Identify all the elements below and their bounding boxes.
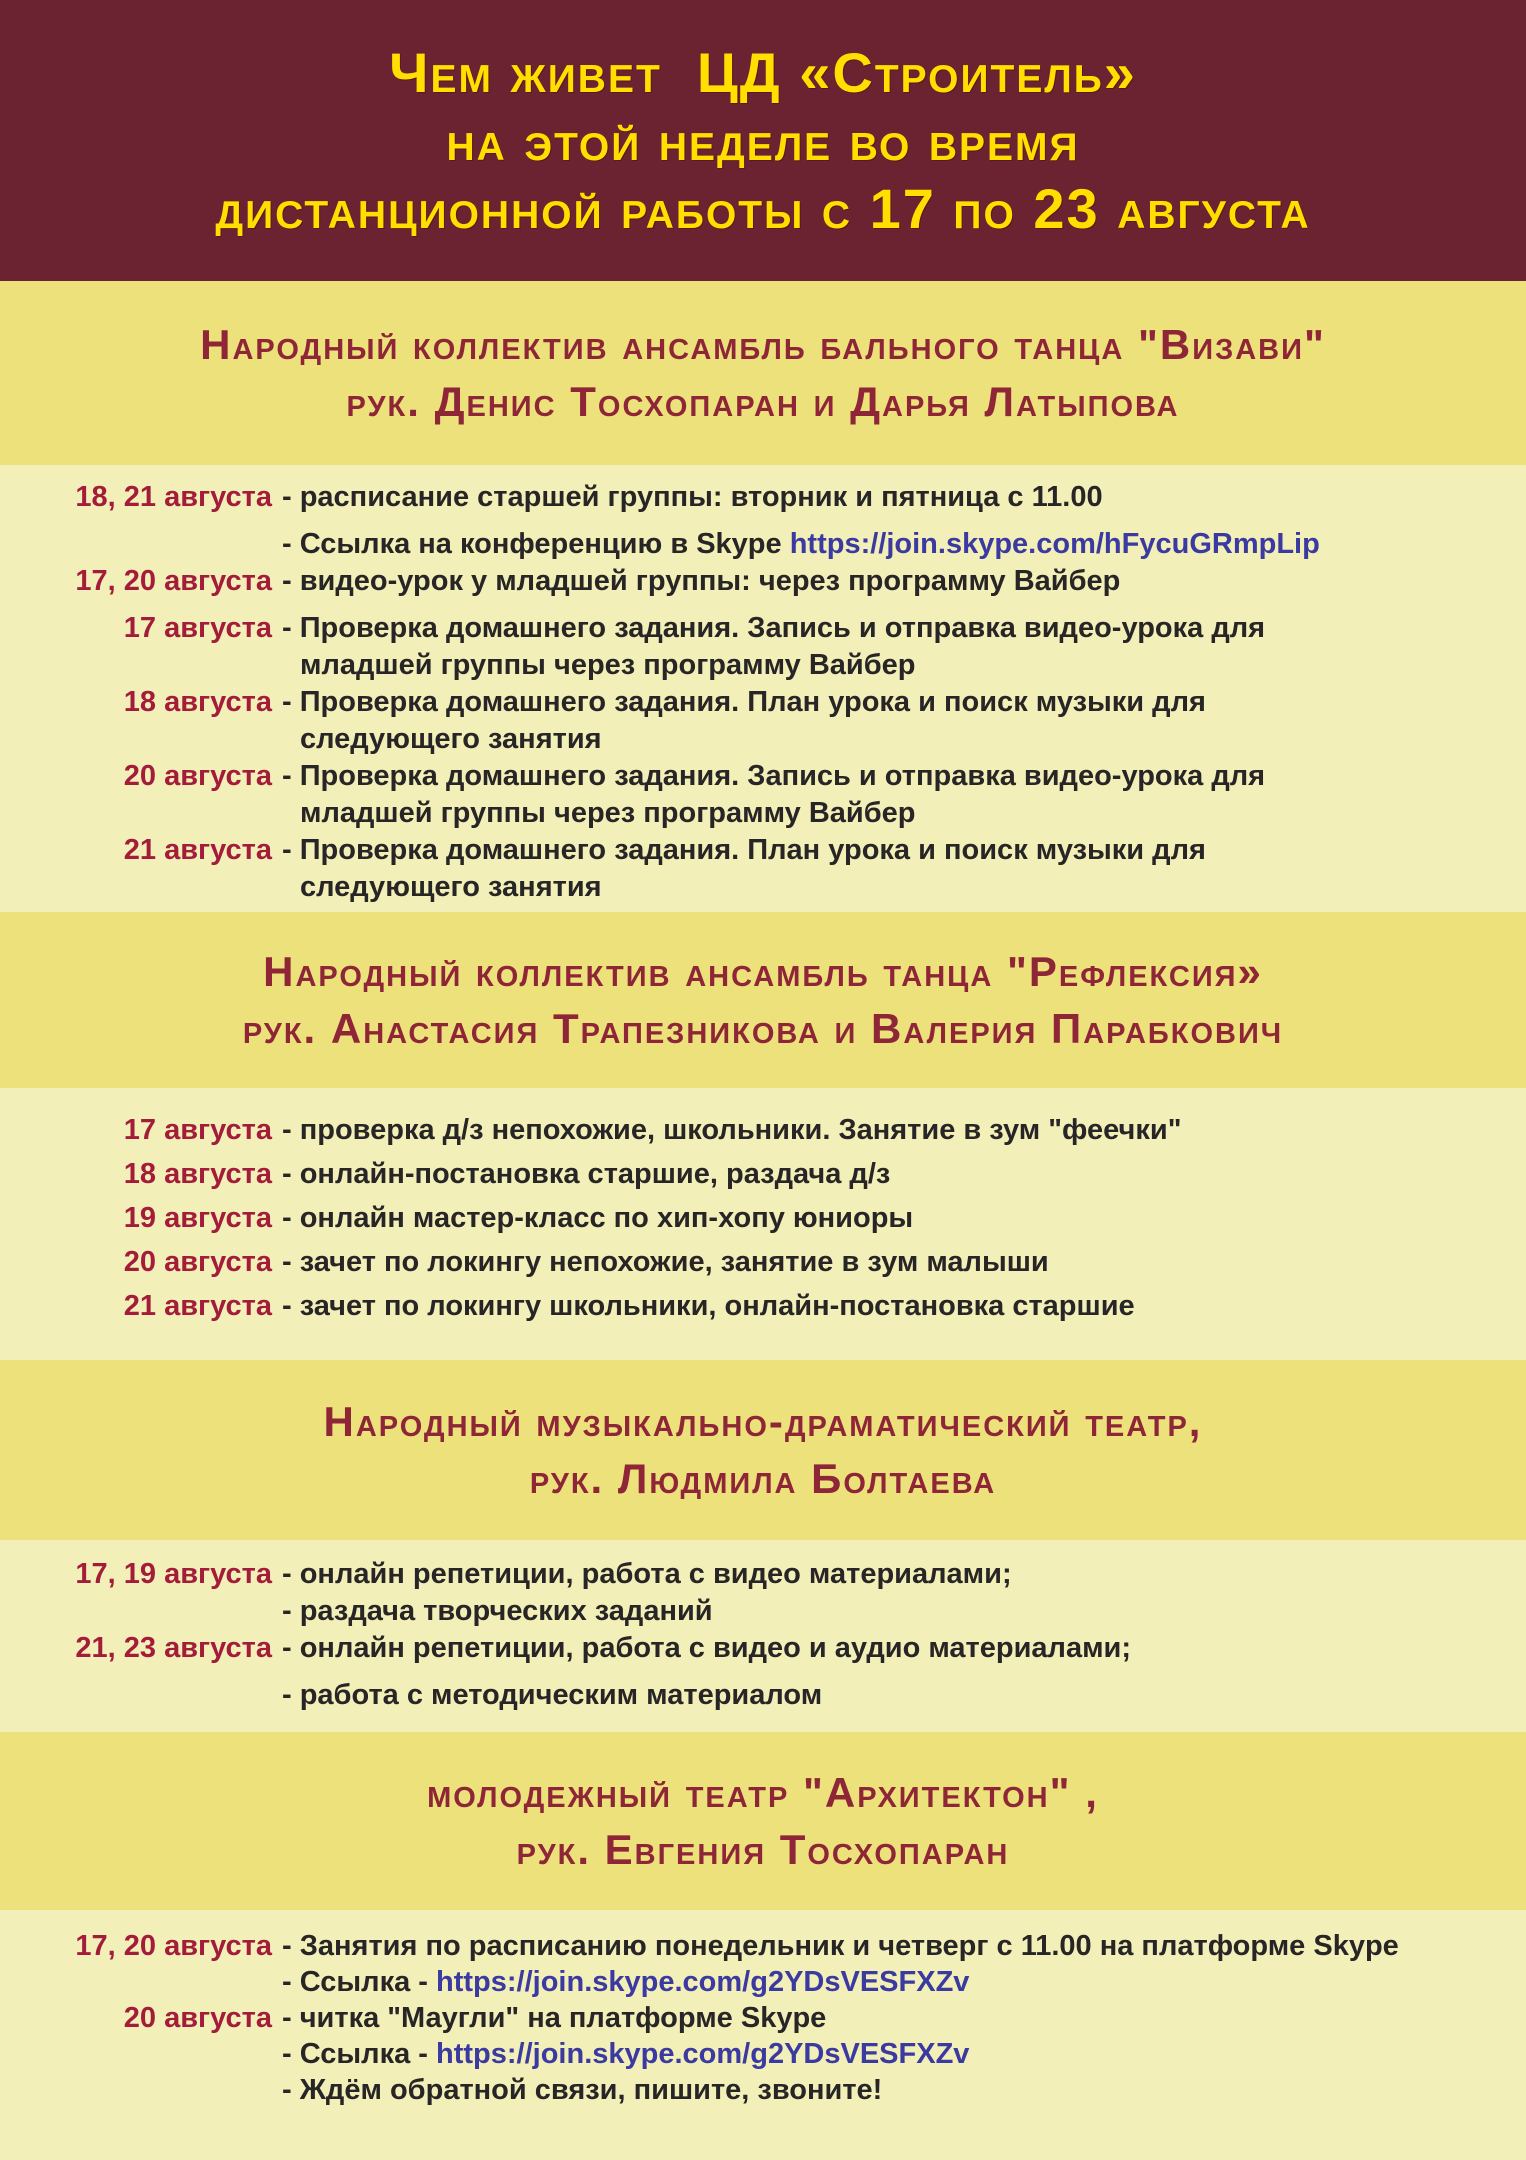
schedule-row — [0, 684, 1526, 721]
schedule-text-label: - Проверка домашнего задания. Запись и отправка видео-урока для — [282, 760, 1266, 792]
schedule-row — [0, 721, 1526, 758]
schedule-date: 18, 21 августа — [75, 481, 272, 513]
schedule-text-label: - Ждём обратной связи, пишите, звоните! — [282, 2074, 883, 2106]
schedule-text — [272, 479, 1103, 516]
schedule-row — [0, 1108, 1526, 1152]
schedule-row — [0, 479, 1526, 516]
schedule-text-label: - онлайн-постановка старшие, раздача д/з — [282, 1158, 891, 1190]
section-heading-band — [0, 281, 1526, 465]
schedule-text-label: - Проверка домашнего задания. План урока и поиск музыки для — [282, 834, 1206, 866]
schedule-date: 20 августа — [123, 760, 272, 792]
schedule-text-label: следующего занятия — [300, 723, 602, 755]
section-schedule — [0, 465, 1526, 912]
schedule-row — [0, 2072, 1526, 2108]
skype-link[interactable]: https://join.skype.com/hFycuGRmpLip — [789, 528, 1320, 560]
schedule-text — [272, 1152, 890, 1196]
schedule-text-label: следующего занятия — [300, 871, 602, 903]
schedule-text — [272, 1928, 1399, 1964]
skype-link[interactable]: https://join.skype.com/g2YDsVESFXZv — [436, 1966, 970, 1998]
schedule-date: 17, 20 августа — [75, 565, 272, 597]
schedule-text — [272, 2072, 882, 2108]
section-heading-line: рук. Людмила Болтаева — [529, 1455, 997, 1502]
schedule-text — [272, 1964, 969, 2000]
section-heading-line: Народный коллектив ансамбль танца "Рефлексия» — [263, 948, 1263, 995]
schedule-text — [272, 1630, 1131, 1667]
schedule-text-label: - Занятия по расписанию понедельник и четверг с 11.00 на платформе Skype — [282, 1930, 1399, 1962]
schedule-text — [272, 1108, 1181, 1152]
schedule-text — [272, 832, 1206, 869]
schedule-row — [0, 1677, 1526, 1714]
schedule-text-label: - раздача творческих заданий — [282, 1595, 713, 1627]
schedule-text-label: - зачет по локингу школьники, онлайн-постановка старшие — [282, 1290, 1135, 1322]
schedule-text — [272, 1196, 913, 1240]
section-heading-band — [0, 1732, 1526, 1910]
schedule-text-label: - видео-урок у младшей группы: через программу Вайбер — [282, 565, 1121, 597]
section-schedule — [0, 1088, 1526, 1360]
schedule-row — [0, 795, 1526, 832]
schedule-text — [272, 2036, 969, 2072]
schedule-row — [0, 1593, 1526, 1630]
schedule-text-label: младшей группы через программу Вайбер — [300, 797, 916, 829]
schedule-date: 18 августа — [123, 686, 272, 718]
schedule-date: 19 августа — [123, 1202, 272, 1234]
schedule-text — [272, 1677, 822, 1714]
schedule-text-label: - зачет по локингу непохожие, занятие в зум малыши — [282, 1246, 1049, 1278]
schedule-row — [0, 832, 1526, 869]
sections-container — [0, 281, 1526, 2160]
schedule-text-label: - Проверка домашнего задания. Запись и отправка видео-урока для — [282, 612, 1266, 644]
poster-masthead — [0, 0, 1526, 281]
section-schedule — [0, 1910, 1526, 2160]
schedule-text — [272, 795, 916, 832]
schedule-text — [272, 684, 1206, 721]
schedule-text — [272, 610, 1265, 647]
schedule-text — [272, 1240, 1049, 1284]
schedule-row — [0, 1240, 1526, 1284]
schedule-text-label: - онлайн репетиции, работа с видео и аудио материалами; — [282, 1632, 1132, 1664]
schedule-date: 20 августа — [123, 1246, 272, 1278]
schedule-date: 17, 20 августа — [75, 1930, 272, 1962]
section-heading-line: рук. Денис Тосхопаран и Дарья Латыпова — [346, 378, 1180, 425]
section-heading-band — [0, 1360, 1526, 1540]
skype-link[interactable]: https://join.skype.com/g2YDsVESFXZv — [436, 2038, 970, 2070]
schedule-text-label: - онлайн мастер-класс по хип-хопу юниоры — [282, 1202, 914, 1234]
schedule-row — [0, 563, 1526, 600]
schedule-text — [272, 1284, 1135, 1328]
schedule-date: 21 августа — [123, 834, 272, 866]
section-heading-line: рук. Анастасия Трапезникова и Валерия Парабкович — [242, 1005, 1284, 1052]
schedule-row — [0, 647, 1526, 684]
schedule-row — [0, 1196, 1526, 1240]
schedule-text-label: - работа с методическим материалом — [282, 1679, 823, 1711]
schedule-text-label: - Ссылка - — [282, 2038, 437, 2070]
schedule-text-label: - Ссылка - — [282, 1966, 437, 1998]
schedule-date: 17 августа — [123, 1114, 272, 1146]
schedule-text-label: - Ссылка на конференцию в Skype — [282, 528, 790, 560]
schedule-text — [272, 647, 916, 684]
schedule-date: 21 августа — [123, 1290, 272, 1322]
schedule-row — [0, 1964, 1526, 2000]
schedule-row — [0, 1152, 1526, 1196]
schedule-row — [0, 2000, 1526, 2036]
section-heading-line: молодежный театр "Архитектон" , — [427, 1769, 1099, 1816]
poster-title-line: на этой неделе во время — [446, 108, 1080, 172]
schedule-date: 21, 23 августа — [75, 1632, 272, 1664]
schedule-row — [0, 869, 1526, 906]
poster-title-line: дистанционной работы с 17 по 23 августа — [215, 176, 1311, 240]
section-schedule — [0, 1540, 1526, 1732]
schedule-row — [0, 1630, 1526, 1667]
poster-title-line: Чем живет ЦД «Строитель» — [389, 40, 1137, 104]
schedule-text — [272, 2000, 826, 2036]
schedule-row — [0, 2036, 1526, 2072]
schedule-date: 17, 19 августа — [75, 1558, 272, 1590]
schedule-text — [272, 1556, 1012, 1593]
schedule-text — [272, 758, 1265, 795]
schedule-text-label: - проверка д/з непохожие, школьники. Занятие в зум "феечки" — [282, 1114, 1182, 1146]
schedule-text-label: - Проверка домашнего задания. План урока и поиск музыки для — [282, 686, 1206, 718]
schedule-text — [272, 1593, 713, 1630]
schedule-row — [0, 610, 1526, 647]
schedule-row — [0, 1284, 1526, 1328]
schedule-text — [272, 869, 602, 906]
schedule-text — [272, 721, 602, 758]
schedule-date: 20 августа — [123, 2002, 272, 2034]
schedule-date: 17 августа — [123, 612, 272, 644]
schedule-text-label: - читка "Маугли" на платформе Skype — [282, 2002, 827, 2034]
schedule-row — [0, 1556, 1526, 1593]
schedule-text — [272, 563, 1120, 600]
schedule-text-label: - расписание старшей группы: вторник и пятница с 11.00 — [282, 481, 1103, 513]
schedule-text-label: младшей группы через программу Вайбер — [300, 649, 916, 681]
schedule-row — [0, 526, 1526, 563]
schedule-text — [272, 526, 1320, 563]
schedule-row — [0, 758, 1526, 795]
schedule-text-label: - онлайн репетиции, работа с видео материалами; — [282, 1558, 1012, 1590]
schedule-date: 18 августа — [123, 1158, 272, 1190]
section-heading-line: Народный музыкально-драматический театр, — [323, 1398, 1203, 1445]
section-heading-band — [0, 912, 1526, 1088]
section-heading-line: Народный коллектив ансамбль бального танца "Визави" — [200, 321, 1326, 368]
section-heading-line: рук. Евгения Тосхопаран — [516, 1826, 1010, 1873]
schedule-row — [0, 1928, 1526, 1964]
